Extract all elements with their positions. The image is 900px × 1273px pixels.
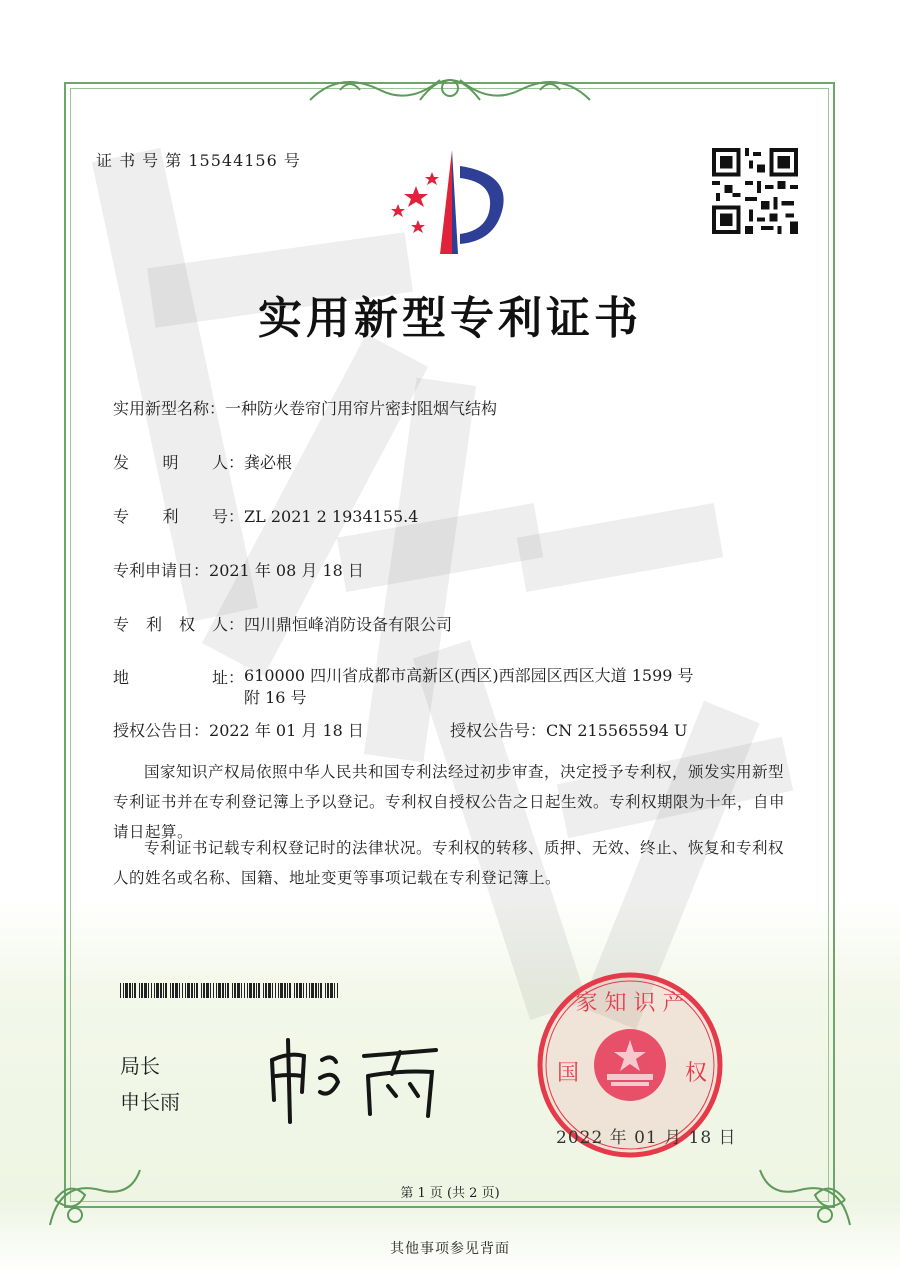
commissioner-name: 申长雨 [120, 1090, 180, 1114]
field-grant-date [113, 718, 364, 741]
field-patentee: 专利权人：四川鼎恒峰消防设备有限公司 [113, 612, 452, 635]
page-number: 第 1 页 (共 2 页) [400, 1186, 500, 1201]
seal-text: 家 知 识 产 [575, 991, 685, 1016]
footer-note: 其他事项参见背面 [390, 1241, 510, 1257]
body-paragraph-legal-status: 专利证书记载专利权登记时的法律状况。专利权的转移、质押、无效、终止、恢复和专利权人的姓名或名称、国籍、地址变更等事项记载在专利登记簿上。 [113, 839, 785, 887]
patent-number-label: 专利号 [113, 507, 228, 526]
patent-office-emblem [384, 146, 519, 256]
field-patent-number: 专利号：ZL 2021 2 1934155.4 [113, 504, 418, 527]
name-label: 实用新型名称： [113, 399, 226, 418]
qr-code[interactable] [712, 148, 798, 234]
field-utility-model-name [113, 396, 497, 419]
grant-number-label: 授权公告号： [450, 721, 547, 740]
svg-text:国: 国 [557, 1061, 580, 1086]
patentee-value: 四川鼎恒峰消防设备有限公司 [244, 615, 453, 634]
name-value: 一种防火卷帘门用帘片密封阻烟气结构 [225, 399, 498, 418]
certificate-number: 证 书 号 第 15544156 号 [96, 151, 301, 170]
commissioner-title: 局长 [120, 1054, 160, 1078]
patent-number-value: ZL 2021 2 1934155.4 [244, 507, 419, 526]
grant-date-label: 授权公告日： [113, 721, 210, 740]
filing-date-label: 专利申请日： [113, 561, 210, 580]
top-ornament [300, 60, 600, 110]
field-grant-number [450, 718, 688, 741]
document-title: 实用新型专利证书 [258, 293, 642, 344]
svg-text:权: 权 [685, 1061, 708, 1086]
seal-date: 2022 年 01 月 18 日 [556, 1128, 737, 1148]
commissioner-signature [260, 1030, 460, 1125]
grant-date-value: 2022 年 01 月 18 日 [209, 721, 364, 740]
field-inventor: 发明人：龚必根 [113, 450, 292, 473]
filing-date-value: 2021 年 08 月 18 日 [209, 561, 364, 580]
field-filing-date [113, 558, 364, 581]
patentee-label: 专利权人 [113, 615, 228, 634]
barcode [120, 983, 342, 998]
body-paragraph-grant: 国家知识产权局依照中华人民共和国专利法经过初步审查，决定授予专利权，颁发实用新型专利证书并在专利登记簿上予以登记。专利权自授权公告之日起生效。专利权期限为十年，自申请日起算。 [113, 763, 786, 841]
inventor-value: 龚必根 [244, 453, 293, 472]
address-value: 610000 四川省成都市高新区(西区)西部园区西区大道 1599 号附 16 号 [244, 666, 694, 707]
inventor-label: 发明人 [113, 453, 228, 472]
address-label: 地址 [113, 668, 228, 687]
field-address: 地址：610000 四川省成都市高新区(西区)西部园区西区大道 1599 号附 16 号 [113, 666, 694, 707]
grant-number-value: CN 215565594 U [546, 721, 688, 740]
